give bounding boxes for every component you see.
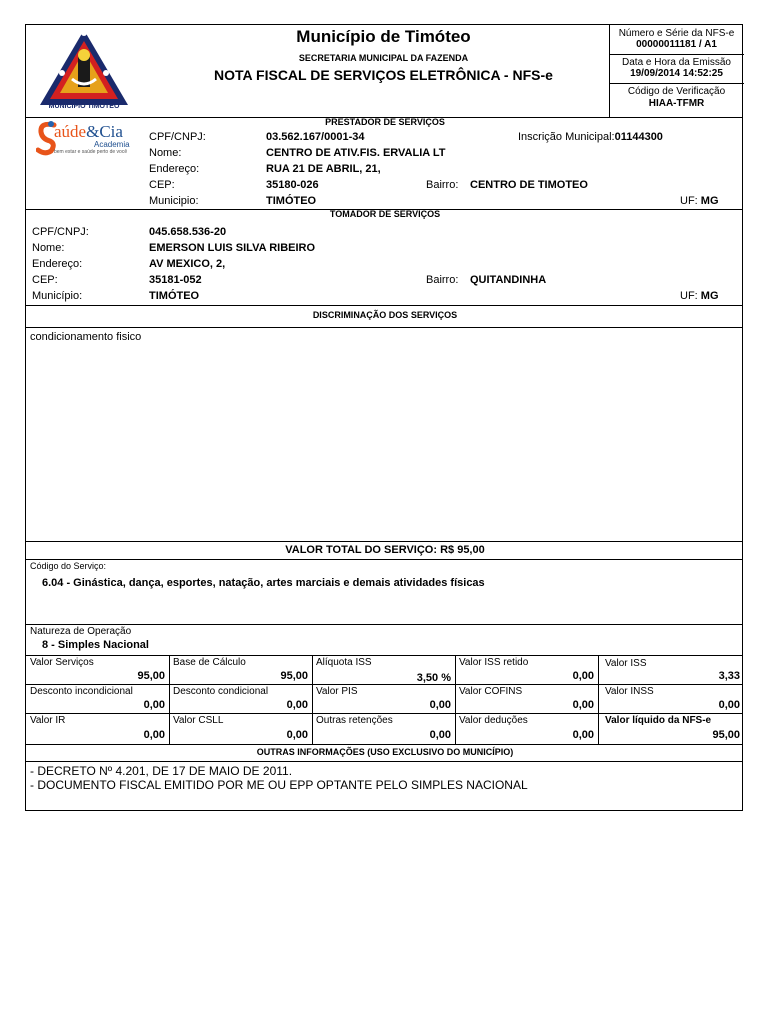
value-label-desc-cond: Desconto condicional xyxy=(173,686,269,697)
value-label-deducoes: Valor deduções xyxy=(459,715,528,726)
provider-cpf-label: CPF/CNPJ: xyxy=(149,131,206,143)
value-liquido: 95,00 xyxy=(712,729,740,741)
provider-uf xyxy=(680,195,719,208)
service-description: condicionamento fisico xyxy=(30,331,142,343)
value-label-csll: Valor CSLL xyxy=(173,715,224,726)
provider-uf-value: MG xyxy=(700,195,719,207)
taker-cpf-value: 045.658.536-20 xyxy=(149,226,227,238)
taker-cep-label: CEP: xyxy=(32,274,58,286)
value-label-pis: Valor PIS xyxy=(316,686,358,697)
provider-im-value: 01144300 xyxy=(614,131,663,143)
provider-bairro-value: CENTRO DE TIMOTEO xyxy=(470,179,588,191)
taker-name-label: Nome: xyxy=(32,242,65,254)
taker-city-value: TIMÓTEO xyxy=(149,290,200,302)
municipality-crest-icon xyxy=(36,27,132,113)
provider-logo-name-a: aúde xyxy=(54,122,87,141)
value-servicos: 95,00 xyxy=(137,670,165,682)
secretariat-name: SECRETARIA MUNICIPAL DA FAZENDA xyxy=(298,53,469,63)
taker-uf-value: MG xyxy=(700,290,719,302)
municipality-title: Município de Timóteo xyxy=(296,27,471,46)
value-iss-retido: 0,00 xyxy=(572,670,594,682)
provider-im xyxy=(518,131,663,144)
provider-address-label: Endereço: xyxy=(149,163,200,175)
value-iss: 3,33 xyxy=(718,670,740,682)
operation-label: Natureza de Operação xyxy=(30,626,132,637)
value-aliquota: 3,50 % xyxy=(416,672,451,684)
taker-section-title: TOMADOR DE SERVIÇOS xyxy=(329,209,441,219)
provider-city-label: Municipio: xyxy=(149,195,199,207)
nfse-number-value: 00000011181 / A1 xyxy=(636,39,717,50)
document-title: NOTA FISCAL DE SERVIÇOS ELETRÔNICA - NFS-e xyxy=(214,67,553,83)
service-code-label: Código do Serviço: xyxy=(30,561,107,571)
provider-bairro-label: Bairro: xyxy=(426,179,459,191)
value-pis: 0,00 xyxy=(429,699,451,711)
value-desc-incond: 0,00 xyxy=(143,699,165,711)
value-label-base: Base de Cálculo xyxy=(173,657,246,668)
other-info-line-1: - DECRETO Nº 4.201, DE 17 DE MAIO DE 2011. xyxy=(30,764,293,778)
taker-cpf-label: CPF/CNPJ: xyxy=(32,226,89,238)
provider-logo xyxy=(36,120,136,160)
value-ir: 0,00 xyxy=(143,729,165,741)
service-total: VALOR TOTAL DO SERVIÇO: R$ 95,00 xyxy=(285,544,485,556)
provider-cep-value: 35180-026 xyxy=(266,179,319,191)
service-code-value: 6.04 - Ginástica, dança, esportes, natação, artes marciais e demais atividades físicas xyxy=(42,577,485,589)
operation-value: 8 - Simples Nacional xyxy=(42,639,149,651)
provider-name-value: CENTRO DE ATIV.FIS. ERVALIA LT xyxy=(266,147,446,159)
value-desc-cond: 0,00 xyxy=(286,699,308,711)
municipality-logo xyxy=(36,27,132,113)
value-label-aliquota: Alíquota ISS xyxy=(316,657,372,668)
taker-uf-label: UF: xyxy=(680,290,698,302)
provider-im-label: Inscrição Municipal: xyxy=(518,131,615,143)
taker-address-value: AV MEXICO, 2, xyxy=(149,258,226,270)
provider-address-value: RUA 21 DE ABRIL, 21, xyxy=(266,163,381,175)
value-label-desc-incond: Desconto incondicional xyxy=(30,686,133,697)
value-outras: 0,00 xyxy=(429,729,451,741)
taker-name-value: EMERSON LUIS SILVA RIBEIRO xyxy=(149,242,316,254)
emission-label: Data e Hora da Emissão xyxy=(622,57,731,68)
nfse-number-label: Número e Série da NFS-e xyxy=(618,28,735,39)
provider-section-title: PRESTADOR DE SERVIÇOS xyxy=(325,117,445,127)
provider-logo-sub: Academia xyxy=(94,140,130,149)
logo-caption: MUNICÍPIO TIMÓTEO xyxy=(48,103,120,110)
value-deducoes: 0,00 xyxy=(572,729,594,741)
value-inss: 0,00 xyxy=(718,699,740,711)
value-label-iss: Valor ISS xyxy=(605,658,647,669)
value-label-outras: Outras retenções xyxy=(316,715,393,726)
provider-cep-label: CEP: xyxy=(149,179,175,191)
value-label-inss: Valor INSS xyxy=(605,686,654,697)
verification-value: HIAA-TFMR xyxy=(648,98,705,109)
taker-bairro-value: QUITANDINHA xyxy=(470,274,547,286)
value-csll: 0,00 xyxy=(286,729,308,741)
taker-uf xyxy=(680,290,719,303)
nfse-document xyxy=(25,24,743,811)
provider-logo-tagline: bem estar e saúde perto de você xyxy=(54,149,128,155)
other-info-section-title: OUTRAS INFORMAÇÕES (USO EXCLUSIVO DO MUNICÍPIO) xyxy=(256,747,514,757)
provider-city-value: TIMÓTEO xyxy=(266,195,317,207)
emission-value: 19/09/2014 14:52:25 xyxy=(630,68,723,79)
value-base: 95,00 xyxy=(280,670,308,682)
value-label-servicos: Valor Serviços xyxy=(30,657,94,668)
value-label-ir: Valor IR xyxy=(30,715,66,726)
provider-uf-label: UF: xyxy=(680,195,698,207)
provider-name-label: Nome: xyxy=(149,147,182,159)
value-cofins: 0,00 xyxy=(572,699,594,711)
taker-city-label: Município: xyxy=(32,290,83,302)
provider-logo-name-b: &Cia xyxy=(86,122,123,141)
taker-cep-value: 35181-052 xyxy=(149,274,202,286)
verification-label: Código de Verificação xyxy=(627,86,726,97)
value-label-iss-retido: Valor ISS retido xyxy=(459,657,529,668)
services-section-title: DISCRIMINAÇÃO DOS SERVIÇOS xyxy=(312,310,458,320)
value-label-liquido: Valor líquido da NFS-e xyxy=(605,715,712,726)
other-info-line-2: - DOCUMENTO FISCAL EMITIDO POR ME OU EPP OPTANTE PELO SIMPLES NACIONAL xyxy=(30,778,528,792)
value-label-cofins: Valor COFINS xyxy=(459,686,523,697)
taker-bairro-label: Bairro: xyxy=(426,274,459,286)
taker-address-label: Endereço: xyxy=(32,258,83,270)
provider-cpf-value: 03.562.167/0001-34 xyxy=(266,131,365,143)
